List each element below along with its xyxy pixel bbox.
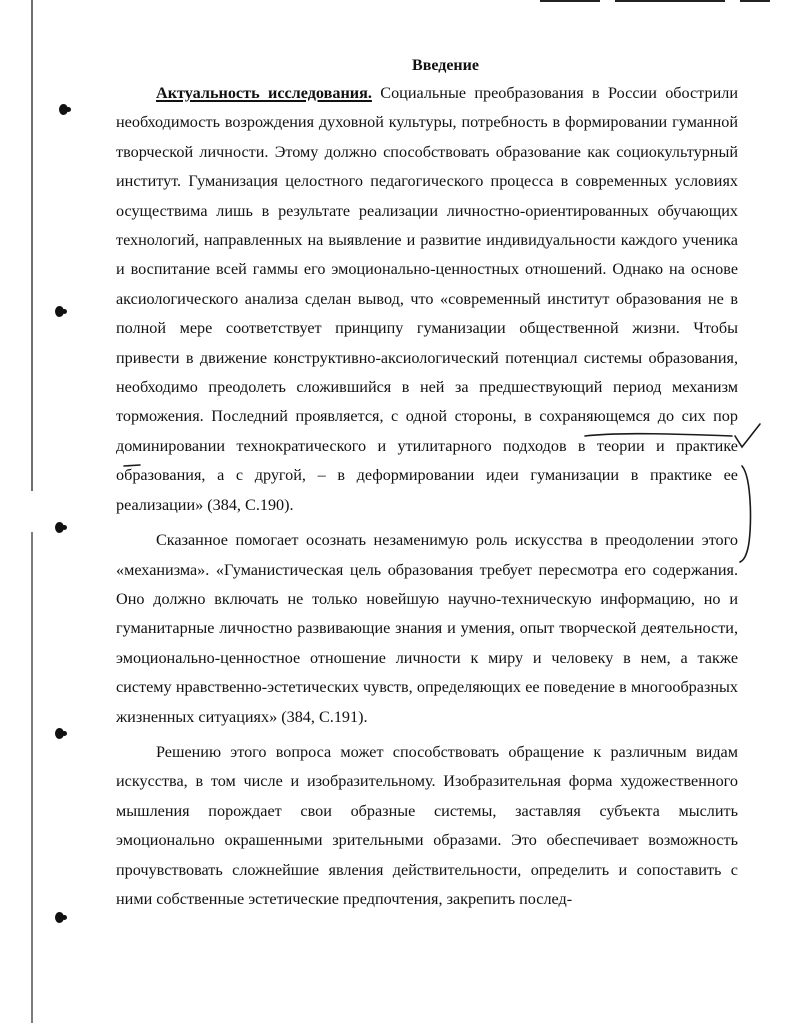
section-lead: Актуальность исследования. <box>156 84 372 102</box>
handwritten-underline <box>585 434 732 436</box>
paragraph-text: Сказанное помогает осознать незаменимую роль искусства в преодолении этого «механизма». «Гуманистическая цель образования требует пересмотра его содержания. Оно должно включать не только новейшую научно-техническую информацию, но и гуманитарные личностно развивающие знания и умения, опыт творческой деятельности, эмоционально-ценностное отношение личности к миру и человеку в нем, а также систему нравственно-эстетических чувств, определяющих ее поведение в многообразных жизненных ситуациях» (384, С.191). <box>116 531 738 726</box>
paragraph-text: Социальные преобразования в России обострили необходимость возрождения духовной культуры, потребность в формировании гуманной творческой личности. Этому должно способствовать образование как социокультурный институт. Гуманизация целостного педагогического процесса в современных условиях осуществима лишь в результате реализации личностно-ориентированных обучающих технологий, направленных на выявление и развитие индивидуальности каждого ученика и воспитание всей гаммы его эмоционально-ценностных отношений. Однако на основе аксиологического анализа сделан вывод, что «современный институт образования не в полной мере соответствует принципу гуманизации общественной жизни. Чтобы привести в движение конструктивно-аксиологический потенциал системы образования, необходимо преодолеть сложившийся в ней за предшествующий период механизм торможения. Последний проявляется, с одной стороны, в сохраняющемся до сих пор доминировании технократического и утилитарного подходов в теории и практике образования, а с другой, – в деформировании идеи гуманизации в практике ее реализации» (384, С.190). <box>116 84 738 514</box>
handwritten-dash <box>124 465 140 466</box>
paragraph-text: Решению этого вопроса может способствовать обращение к различным видам искусства, в том числе и изобразительному. Изобразительная форма художественного мышления порождает свои образные системы, заставляя субъекта мыслить эмоционально окрашенными зрительными образами. Это обеспечивает возможность прочувствовать сложнейшие явления действительности, определить и сопоставить с ними собственные эстетические предпочтения, закрепить послед- <box>116 742 738 908</box>
page-heading: Введение <box>412 57 479 74</box>
handwritten-bracket <box>740 466 750 562</box>
handwritten-tick <box>735 424 760 447</box>
